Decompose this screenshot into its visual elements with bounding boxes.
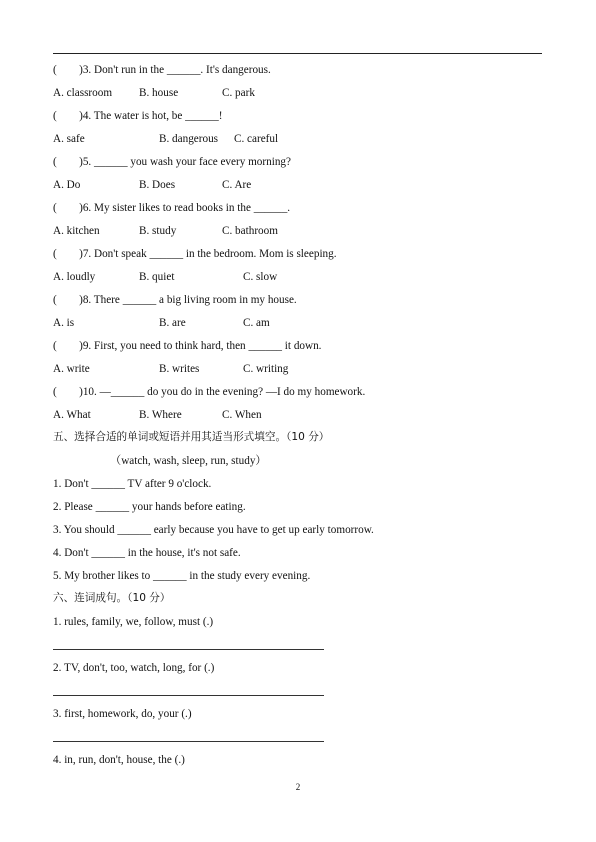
fill-item-5: 5. My brother likes to ______ in the study every evening. xyxy=(53,570,311,582)
sentence-item-1: 1. rules, family, we, follow, must (.) xyxy=(53,616,214,628)
question-9: ( )9. First, you need to think hard, then ______ it down. xyxy=(53,340,322,352)
question-10-option-c: C. When xyxy=(222,409,262,421)
question-7: ( )7. Don't speak ______ in the bedroom. Mom is sleeping. xyxy=(53,248,337,260)
word-bank: （watch, wash, sleep, run, study） xyxy=(110,455,267,467)
question-9-option-c: C. writing xyxy=(243,363,289,375)
sentence-item-2: 2. TV, don't, too, watch, long, for (.) xyxy=(53,662,215,674)
sentence-item-4: 4. in, run, don't, house, the (.) xyxy=(53,754,185,766)
header-rule xyxy=(53,53,542,54)
question-9-option-b: B. writes xyxy=(159,363,200,375)
fill-item-2: 2. Please ______ your hands before eating. xyxy=(53,501,246,513)
sentence-item-3: 3. first, homework, do, your (.) xyxy=(53,708,192,720)
question-7-option-c: C. slow xyxy=(243,271,278,283)
question-6-option-a: A. kitchen xyxy=(53,225,100,237)
question-4: ( )4. The water is hot, be ______! xyxy=(53,110,223,122)
answer-line-2[interactable] xyxy=(53,695,324,696)
question-3-option-a: A. classroom xyxy=(53,87,113,99)
question-5: ( )5. ______ you wash your face every morning? xyxy=(53,156,291,168)
question-8-option-b: B. are xyxy=(159,317,186,329)
question-5-option-c: C. Are xyxy=(222,179,252,191)
section-5-heading: 五、选择合适的单词或短语并用其适当形式填空。（10 分） xyxy=(53,431,330,443)
question-6-option-b: B. study xyxy=(139,225,177,237)
section-6-heading: 六、连词成句。（10 分） xyxy=(53,592,171,604)
answer-line-1[interactable] xyxy=(53,649,324,650)
fill-item-4: 4. Don't ______ in the house, it's not safe. xyxy=(53,547,241,559)
question-7-option-a: A. loudly xyxy=(53,271,96,283)
question-5-option-a: A. Do xyxy=(53,179,81,191)
question-7-option-b: B. quiet xyxy=(139,271,175,283)
question-3-option-b: B. house xyxy=(139,87,179,99)
question-8: ( )8. There ______ a big living room in my house. xyxy=(53,294,297,306)
question-4-option-b: B. dangerous xyxy=(159,133,219,145)
question-10: ( )10. —______ do you do in the evening? —I do my homework. xyxy=(53,386,366,398)
question-3-option-c: C. park xyxy=(222,87,255,99)
question-5-option-b: B. Does xyxy=(139,179,176,191)
question-8-option-c: C. am xyxy=(243,317,270,329)
question-4-option-c: C. careful xyxy=(234,133,279,145)
question-3: ( )3. Don't run in the ______. It's dangerous. xyxy=(53,64,271,76)
fill-item-1: 1. Don't ______ TV after 9 o'clock. xyxy=(53,478,212,490)
question-8-option-a: A. is xyxy=(53,317,75,329)
question-10-option-a: A. What xyxy=(53,409,91,421)
question-6-option-c: C. bathroom xyxy=(222,225,278,237)
question-10-option-b: B. Where xyxy=(139,409,182,421)
answer-line-3[interactable] xyxy=(53,741,324,742)
page-number: 2 xyxy=(295,782,301,792)
question-9-option-a: A. write xyxy=(53,363,90,375)
question-6: ( )6. My sister likes to read books in the ______. xyxy=(53,202,291,214)
question-4-option-a: A. safe xyxy=(53,133,85,145)
fill-item-3: 3. You should ______ early because you have to get up early tomorrow. xyxy=(53,524,374,536)
